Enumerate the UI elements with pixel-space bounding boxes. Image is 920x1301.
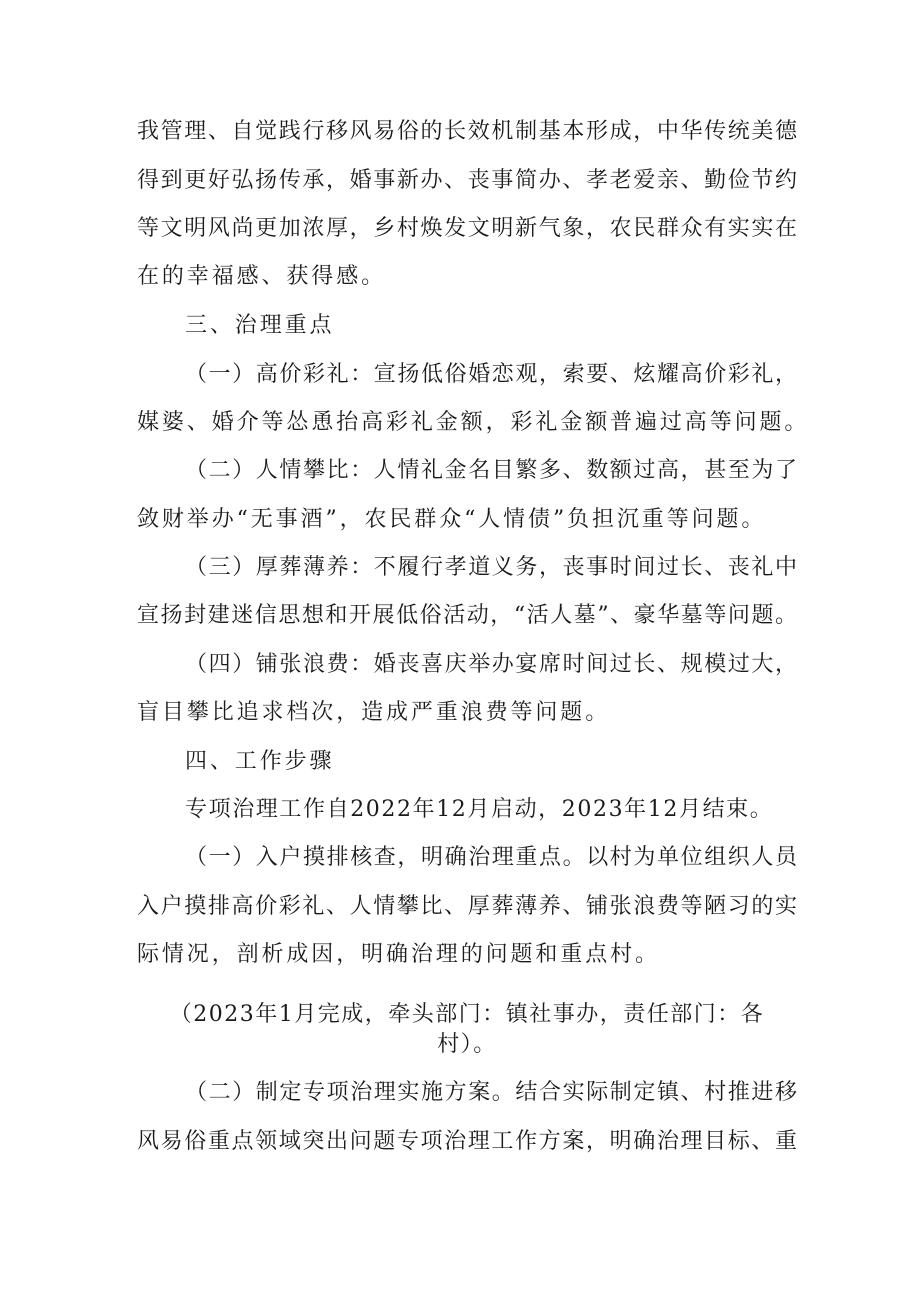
paragraph-line: 宣扬封建迷信思想和开展低俗活动，“活人墓”、豪华墓等问题。: [137, 603, 797, 628]
section-heading: 三、治理重点: [185, 313, 335, 338]
note-line: 村）。: [437, 1032, 497, 1057]
paragraph-line: 盲目攀比追求档次，造成严重浪费等问题。: [137, 700, 611, 725]
paragraph-line: 在的幸福感、获得感。: [137, 264, 387, 289]
paragraph-line: 入户摸排高价彩礼、人情攀比、厚葬薄养、铺张浪费等陋习的实: [137, 894, 797, 919]
paragraph-line: 专项治理工作自2022年12月启动，2023年12月结束。: [185, 797, 774, 822]
paragraph-line: 风易俗重点领域突出问题专项治理工作方案，明确治理目标、重: [137, 1129, 797, 1154]
paragraph-line: （一）高价彩礼：宣扬低俗婚恋观，索要、炫耀高价彩礼，: [185, 362, 797, 387]
paragraph-line: （二）制定专项治理实施方案。结合实际制定镇、村推进移: [185, 1080, 797, 1105]
paragraph-line: （二）人情攀比：人情礼金名目繁多、数额过高，甚至为了: [185, 458, 797, 483]
paragraph-line: 敛财举办“无事酒”，农民群众“人情债”负担沉重等问题。: [137, 507, 767, 532]
paragraph-line: （四）铺张浪费：婚丧喜庆举办宴席时间过长、规模过大，: [185, 652, 797, 677]
paragraph-line: 际情况，剖析成因，明确治理的问题和重点村。: [137, 942, 660, 967]
paragraph-line: 得到更好弘扬传承，婚事新办、丧事简办、孝老爱亲、勤俭节约: [137, 168, 797, 193]
paragraph-line: （一）入户摸排核查，明确治理重点。以村为单位组织人员: [185, 845, 797, 870]
paragraph-line: 等文明风尚更加浓厚，乡村焕发文明新气象，农民群众有实实在: [137, 216, 797, 241]
section-heading: 四、工作步骤: [185, 749, 335, 774]
paragraph-line: （三）厚葬薄养：不履行孝道义务，丧事时间过长、丧礼中: [185, 555, 797, 580]
note-line: （2023年1月完成，牵头部门：镇社事办，责任部门：各: [169, 1002, 765, 1027]
paragraph-line: 我管理、自觉践行移风易俗的长效机制基本形成，中华传统美德: [137, 119, 797, 144]
paragraph-line: 媒婆、婚介等怂恿抬高彩礼金额，彩礼金额普遍过高等问题。: [137, 410, 810, 435]
